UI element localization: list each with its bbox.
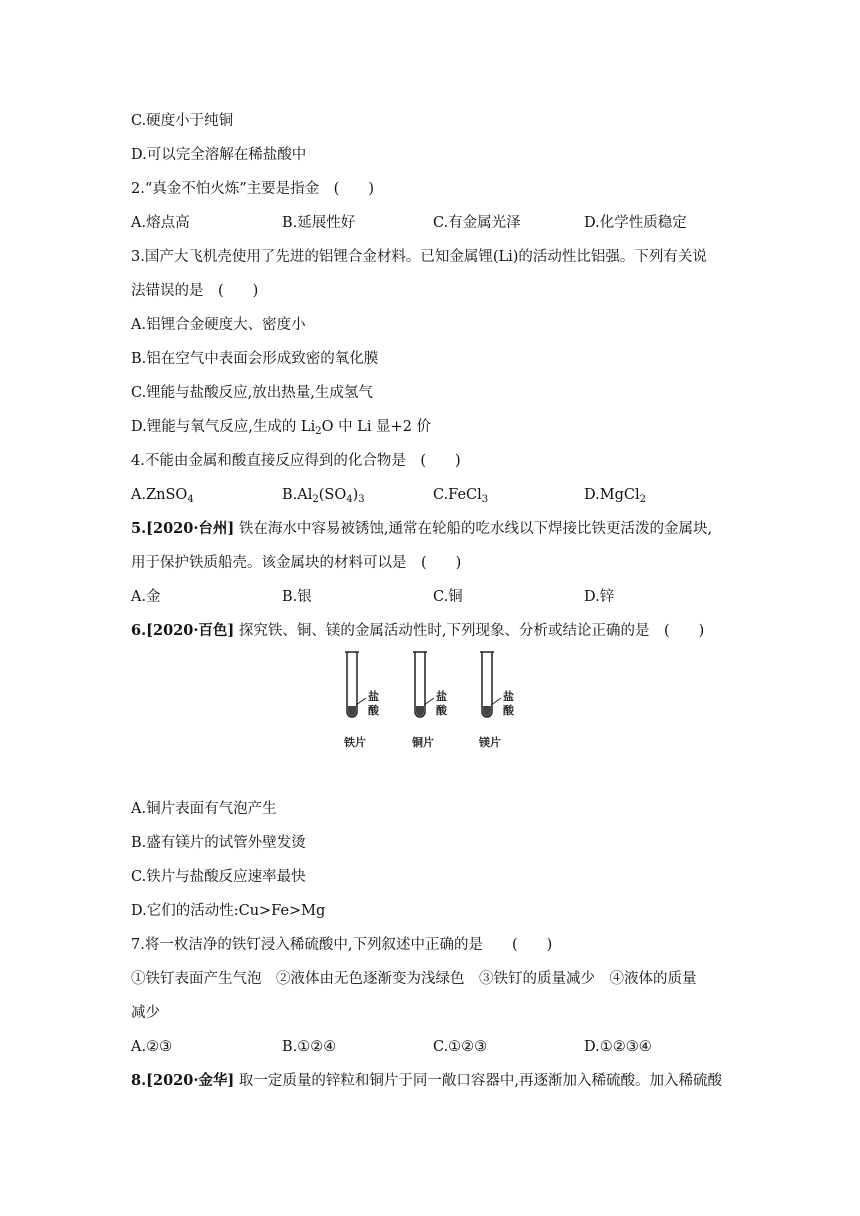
question-3-line2: 法错误的是 ( )	[131, 283, 259, 299]
q4-option-a: A.ZnSO$_4$	[131, 487, 194, 505]
q1-option-d: D.可以完全溶解在稀盐酸中	[131, 147, 307, 163]
q5-option-d: D.锌	[584, 589, 615, 605]
q6-source-tag: 6.[2020·百色]	[131, 622, 235, 639]
q4-option-c: C.FeCl$_3$	[433, 487, 489, 505]
tube-magnesium	[480, 652, 501, 717]
q6-option-d: D.它们的活动性:Cu>Fe>Mg	[131, 903, 326, 919]
tube-iron	[345, 652, 366, 717]
q5-source-tag: 5.[2020·台州]	[131, 520, 235, 537]
acid-label-3-top: 盐	[503, 691, 514, 703]
q2-option-b: B.延展性好	[282, 215, 356, 231]
question-5-line1: 5.[2020·台州] 铁在海水中容易被锈蚀,通常在轮船的吃水线以下焊接比铁更活泼的金属块,	[131, 520, 713, 537]
q7-option-a: A.②③	[131, 1039, 173, 1055]
q5-option-a: A.金	[131, 589, 161, 605]
q6-option-b: B.盛有镁片的试管外壁发烫	[131, 835, 306, 851]
question-6: 6.[2020·百色] 探究铁、铜、镁的金属活动性时,下列现象、分析或结论正确的是 ( )	[131, 622, 705, 639]
tube-copper	[413, 652, 434, 717]
acid-label-2-top: 盐	[436, 691, 447, 703]
question-3-line1: 3.国产大飞机壳使用了先进的铝锂合金材料。已知金属锂(Li)的活动性比铝强。下列有关说	[131, 249, 707, 265]
q6-option-a: A.铜片表面有气泡产生	[131, 801, 277, 817]
acid-label-1-top: 盐	[368, 691, 379, 703]
q4-option-b: $B.Al_2(SO_4)_3$	[282, 487, 365, 505]
q6-option-c: C.铁片与盐酸反应速率最快	[131, 869, 306, 885]
q7-option-d: D.①②③④	[584, 1039, 652, 1055]
q5-option-c: C.铜	[433, 589, 463, 605]
question-4: 4.不能由金属和酸直接反应得到的化合物是 ( )	[131, 453, 461, 469]
q5-option-b: B.银	[282, 589, 312, 605]
tube-label-iron: 铁片	[344, 737, 366, 749]
q1-option-c: C.硬度小于纯铜	[131, 113, 234, 129]
q7-option-c: C.①②③	[433, 1039, 488, 1055]
q2-option-a: A.熔点高	[131, 215, 190, 231]
question-7: 7.将一枚洁净的铁钉浸入稀硫酸中,下列叙述中正确的是 ( )	[131, 937, 553, 953]
question-8: 8.[2020·金华] 取一定质量的锌粒和铜片于同一敞口容器中,再逐渐加入稀硫酸。加入稀硫酸	[131, 1072, 722, 1089]
q7-statements-cont: 减少	[131, 1005, 160, 1021]
q3-option-d: D.锂能与氧气反应,生成的 $Li_2O$ 中 Li 显+2 价	[131, 419, 432, 437]
tube-label-magnesium: 镁片	[479, 737, 501, 749]
q8-source-tag: 8.[2020·金华]	[131, 1072, 235, 1089]
test-tube-figure	[330, 648, 530, 758]
tube-label-copper: 铜片	[412, 737, 434, 749]
question-5-line2: 用于保护铁质船壳。该金属块的材料可以是 ( )	[131, 555, 462, 571]
q7-option-b: B.①②④	[282, 1039, 337, 1055]
q3-option-c: C.锂能与盐酸反应,放出热量,生成氢气	[131, 385, 373, 401]
test-tubes-diagram	[330, 648, 530, 758]
q7-statements: ①铁钉表面产生气泡 ②液体由无色逐渐变为浅绿色 ③铁钉的质量减少 ④液体的质量	[131, 971, 697, 987]
acid-label-2-bottom: 酸	[436, 705, 447, 717]
q2-option-d: D.化学性质稳定	[584, 215, 687, 231]
q3-option-a: A.铝锂合金硬度大、密度小	[131, 317, 306, 333]
question-2: 2.“真金不怕火炼”主要是指金 ( )	[131, 181, 374, 197]
q4-option-d: D.MgCl$_2$	[584, 487, 646, 505]
q3-option-b: B.铝在空气中表面会形成致密的氧化膜	[131, 351, 379, 367]
acid-label-3-bottom: 酸	[503, 705, 514, 717]
acid-label-1-bottom: 酸	[368, 705, 379, 717]
q2-option-c: C.有金属光泽	[433, 215, 521, 231]
